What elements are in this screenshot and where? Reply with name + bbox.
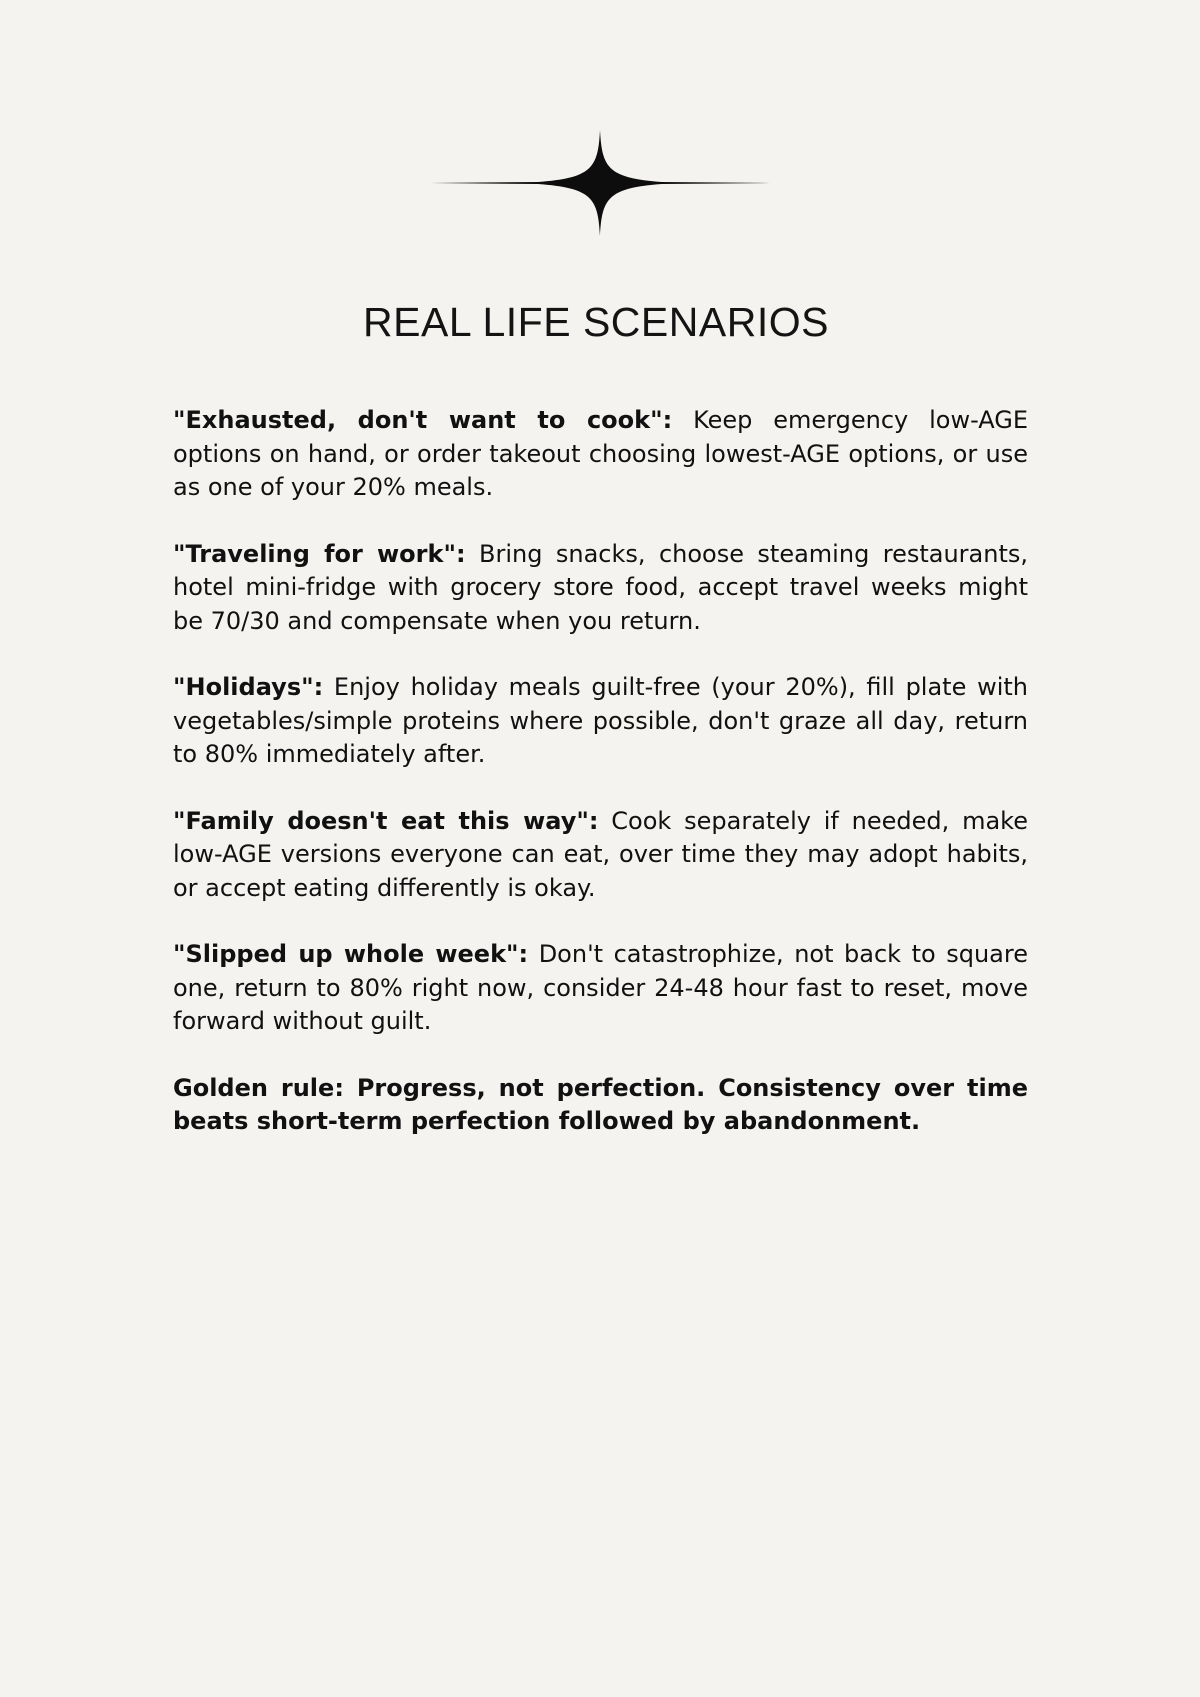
scenario-label: "Slipped up whole week": <box>173 940 529 968</box>
four-point-star-icon <box>430 128 770 238</box>
page-title: REAL LIFE SCENARIOS <box>363 299 829 345</box>
scenario-label: "Family doesn't eat this way": <box>173 806 599 835</box>
scenario-text: Don't catastrophize, not back to square one, return to 80% right now, consider 24-48 hour fast to reset, move forward without guilt. <box>173 940 1028 1035</box>
scenario-slipped <box>173 938 1028 1039</box>
golden-rule: Golden rule: Progress, not perfection. Consistency over time beats short-term perfection followed by abandonment. <box>173 1073 1028 1135</box>
scenario-text: Keep emergency low-AGE options on hand, or order takeout choosing lowest-AGE options, or use as one of your 20% meals. <box>173 406 1028 501</box>
scenario-family <box>173 805 1028 906</box>
scenario-text: Cook separately if needed, make low-AGE versions everyone can eat, over time they may adopt habits, or accept eating differently is okay. <box>173 806 1028 902</box>
scenario-label: "Exhausted, don't want to cook": <box>173 406 673 434</box>
scenario-exhausted <box>173 404 1028 505</box>
scenario-list <box>173 404 1028 1172</box>
scenario-label: "Holidays": <box>173 673 324 701</box>
scenario-holidays <box>173 671 1028 772</box>
scenario-label: "Traveling for work": <box>173 539 466 568</box>
scenario-text: Enjoy holiday meals guilt-free (your 20%), fill plate with vegetables/simple proteins where possible, don't graze all day, return to 80% immediately after. <box>173 673 1028 768</box>
scenario-traveling <box>173 538 1028 639</box>
scenario-text: Bring snacks, choose steaming restaurants, hotel mini-fridge with grocery store food, accept travel weeks might be 70/30 and compensate when you return. <box>173 539 1028 635</box>
